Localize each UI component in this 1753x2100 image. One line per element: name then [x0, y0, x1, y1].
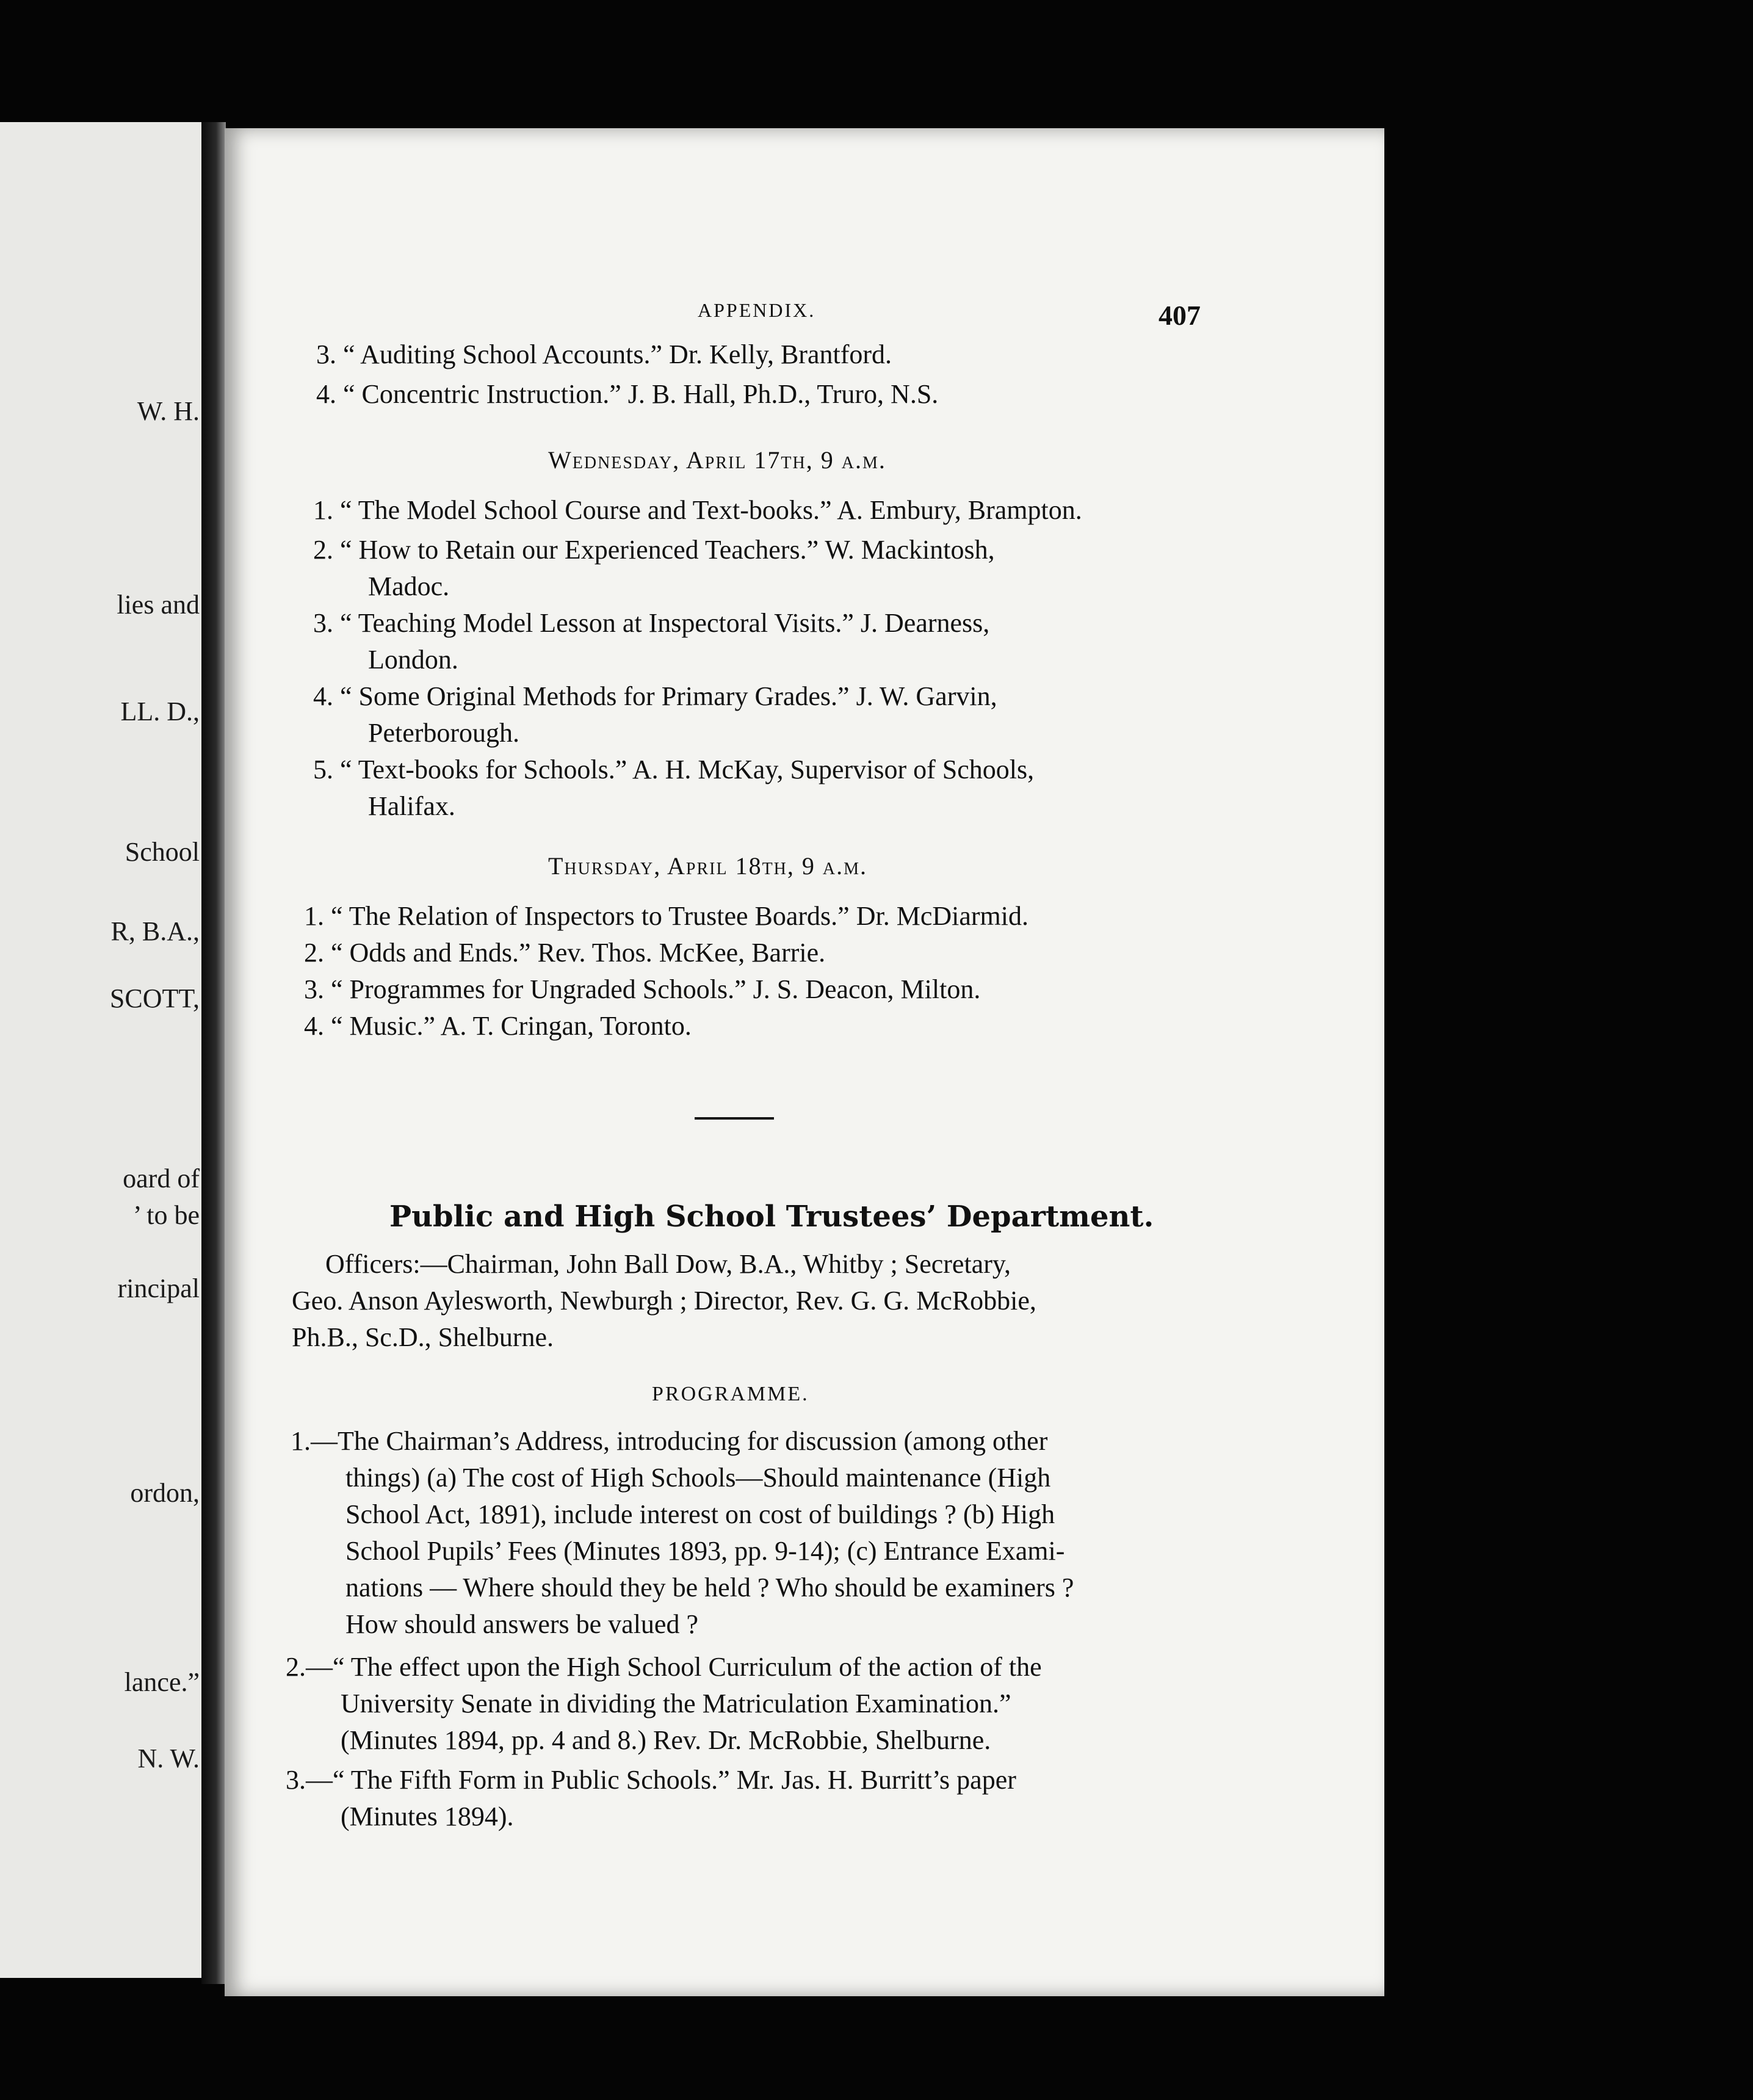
officers-line: Geo. Anson Aylesworth, Newburgh ; Director, Rev. G. G. McRobbie, [292, 1286, 1036, 1316]
officers-line: Ph.B., Sc.D., Shelburne. [292, 1322, 554, 1352]
running-title: APPENDIX. [698, 299, 816, 321]
left-text-fragment: lies and [117, 590, 200, 620]
programme-item: 2.—“ The effect upon the High School Curriculum of the action of the [286, 1652, 1042, 1682]
left-text-fragment: ordon, [130, 1478, 200, 1508]
agenda-line: 3. “ Teaching Model Lesson at Inspectoral Visits.” J. Dearness, [313, 608, 990, 638]
programme-item: 3.—“ The Fifth Form in Public Schools.” Mr. Jas. H. Burritt’s paper [286, 1765, 1016, 1795]
left-text-fragment: R, B.A., [110, 916, 200, 946]
agenda-line: 3. “ Auditing School Accounts.” Dr. Kelly, Brantford. [316, 339, 892, 369]
agenda-line: 1. “ The Model School Course and Text-books.” A. Embury, Brampton. [313, 495, 1082, 525]
programme-item-continuation: things) (a) The cost of High Schools—Should maintenance (High [345, 1463, 1051, 1493]
department-title: Public and High School Trustees’ Department. [389, 1200, 1154, 1234]
agenda-line: 1. “ The Relation of Inspectors to Trustee Boards.” Dr. McDiarmid. [304, 901, 1028, 931]
left-text-fragment: lance.” [124, 1667, 200, 1697]
programme-item-continuation: School Act, 1891), include interest on cost of buildings ? (b) High [345, 1499, 1055, 1529]
programme-heading: PROGRAMME. [652, 1383, 809, 1405]
left-text-fragment: LL. D., [120, 697, 200, 726]
programme-item-continuation: How should answers be valued ? [345, 1609, 698, 1639]
left-page-fragment [0, 122, 211, 1978]
agenda-line-continuation: Peterborough. [368, 718, 520, 748]
left-text-fragment: ’ to be [132, 1200, 200, 1230]
left-text-fragment: N. W. [137, 1743, 200, 1773]
agenda-line-continuation: London. [368, 645, 458, 675]
section-divider [695, 1117, 774, 1120]
agenda-line: 3. “ Programmes for Ungraded Schools.” J. S. Deacon, Milton. [304, 974, 981, 1004]
section-heading-thursday: Thursday, April 18th, 9 a.m. [548, 852, 868, 880]
programme-item-continuation: School Pupils’ Fees (Minutes 1893, pp. 9-14); (c) Entrance Exami- [345, 1536, 1065, 1566]
programme-item-continuation: (Minutes 1894). [341, 1801, 514, 1831]
left-text-fragment: oard of [123, 1164, 200, 1193]
agenda-line: 4. “ Some Original Methods for Primary Grades.” J. W. Garvin, [313, 681, 997, 711]
page [225, 128, 1384, 1996]
programme-item-continuation: University Senate in dividing the Matriculation Examination.” [341, 1689, 1011, 1718]
left-text-fragment: W. H. [137, 396, 200, 426]
programme-item-continuation: (Minutes 1894, pp. 4 and 8.) Rev. Dr. McRobbie, Shelburne. [341, 1725, 991, 1755]
agenda-line: 2. “ Odds and Ends.” Rev. Thos. McKee, Barrie. [304, 938, 826, 968]
programme-item-continuation: nations — Where should they be held ? Who should be examiners ? [345, 1573, 1074, 1602]
left-text-fragment: School [125, 837, 200, 867]
left-text-fragment: SCOTT, [109, 983, 200, 1013]
officers-line: Officers:—Chairman, John Ball Dow, B.A., Whitby ; Secretary, [325, 1249, 1011, 1279]
agenda-line-continuation: Halifax. [368, 791, 455, 821]
programme-item: 1.—The Chairman’s Address, introducing for discussion (among other [291, 1426, 1048, 1456]
agenda-line: 2. “ How to Retain our Experienced Teachers.” W. Mackintosh, [313, 535, 995, 565]
agenda-line-continuation: Madoc. [368, 571, 450, 601]
agenda-line: 5. “ Text-books for Schools.” A. H. McKay, Supervisor of Schools, [313, 755, 1035, 784]
book-gutter [201, 122, 226, 1984]
agenda-line: 4. “ Concentric Instruction.” J. B. Hall, Ph.D., Truro, N.S. [316, 379, 939, 409]
page-number: 407 [1158, 300, 1201, 331]
left-text-fragment: rincipal [117, 1273, 200, 1303]
section-heading-wednesday: Wednesday, April 17th, 9 a.m. [548, 446, 886, 474]
agenda-line: 4. “ Music.” A. T. Cringan, Toronto. [304, 1011, 692, 1041]
